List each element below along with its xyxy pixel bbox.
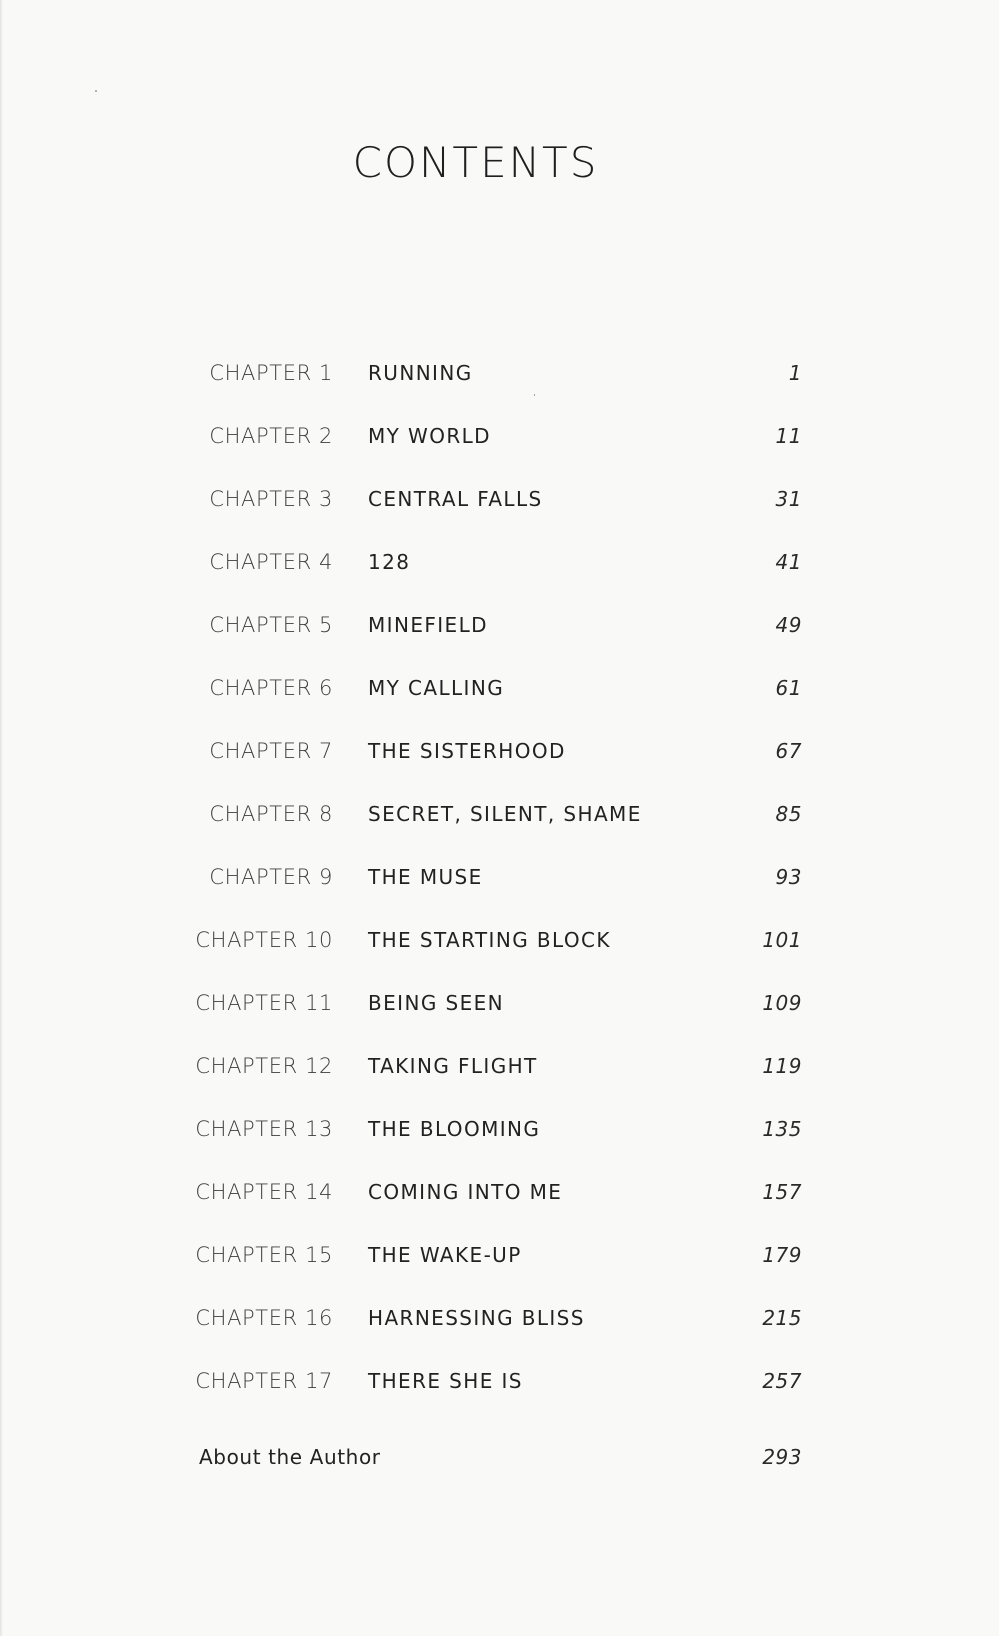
chapter-number: CHAPTER 3 [209, 487, 333, 511]
page-number: 179 [762, 1243, 802, 1267]
page-number: 93 [775, 865, 802, 889]
page-number: 1 [788, 361, 802, 385]
chapter-number: CHAPTER 14 [195, 1180, 333, 1204]
chapter-number: CHAPTER 12 [195, 1054, 333, 1078]
toc-row-chapter-17[interactable] [0, 1361, 999, 1401]
chapter-number: CHAPTER 2 [209, 424, 333, 448]
toc-row-chapter-13[interactable] [0, 1109, 999, 1149]
chapter-title: THERE SHE IS [368, 1369, 523, 1393]
page-number: 109 [762, 991, 802, 1015]
page-number: 41 [775, 550, 802, 574]
page-number: 11 [775, 424, 802, 448]
print-speck [534, 394, 535, 396]
chapter-number: CHAPTER 15 [195, 1243, 333, 1267]
chapter-number: CHAPTER 16 [195, 1306, 333, 1330]
chapter-number: CHAPTER 1 [209, 361, 333, 385]
toc-row-chapter-16[interactable] [0, 1298, 999, 1338]
chapter-title: THE WAKE-UP [368, 1243, 522, 1267]
chapter-title: MY WORLD [368, 424, 491, 448]
about-the-author-label: About the Author [199, 1445, 381, 1469]
page-number: 85 [775, 802, 802, 826]
chapter-title: THE BLOOMING [368, 1117, 541, 1141]
chapter-title: COMING INTO ME [368, 1180, 563, 1204]
page-number: 119 [762, 1054, 802, 1078]
toc-row-chapter-14[interactable] [0, 1172, 999, 1212]
chapter-title: SECRET, SILENT, SHAME [368, 802, 642, 826]
toc-row-chapter-2[interactable] [0, 416, 999, 456]
chapter-title: MINEFIELD [368, 613, 488, 637]
chapter-number: CHAPTER 6 [209, 676, 333, 700]
page-number: 49 [775, 613, 802, 637]
page-number: 101 [762, 928, 802, 952]
chapter-title: RUNNING [368, 361, 473, 385]
toc-row-chapter-1[interactable] [0, 353, 999, 393]
page-number: 157 [762, 1180, 802, 1204]
page-number: 31 [775, 487, 802, 511]
toc-row-chapter-10[interactable] [0, 920, 999, 960]
page-number: 135 [762, 1117, 802, 1141]
page-number: 293 [762, 1445, 802, 1469]
chapter-number: CHAPTER 4 [209, 550, 333, 574]
toc-row-chapter-12[interactable] [0, 1046, 999, 1086]
chapter-title: TAKING FLIGHT [368, 1054, 538, 1078]
print-speck [95, 90, 97, 92]
chapter-number: CHAPTER 11 [195, 991, 333, 1015]
chapter-title: BEING SEEN [368, 991, 505, 1015]
page-number: 257 [762, 1369, 802, 1393]
toc-row-chapter-9[interactable] [0, 857, 999, 897]
chapter-number: CHAPTER 17 [195, 1369, 333, 1393]
chapter-title: THE STARTING BLOCK [368, 928, 611, 952]
toc-row-chapter-5[interactable] [0, 605, 999, 645]
page-title [0, 138, 999, 187]
chapter-title: MY CALLING [368, 676, 505, 700]
chapter-number: CHAPTER 8 [209, 802, 333, 826]
page-number: 67 [775, 739, 802, 763]
chapter-number: CHAPTER 13 [195, 1117, 333, 1141]
toc-row-chapter-7[interactable] [0, 731, 999, 771]
chapter-number: CHAPTER 10 [195, 928, 333, 952]
chapter-title: THE SISTERHOOD [368, 739, 566, 763]
toc-row-about-the-author[interactable] [0, 1437, 999, 1477]
toc-row-chapter-11[interactable] [0, 983, 999, 1023]
chapter-title: THE MUSE [368, 865, 483, 889]
toc-row-chapter-4[interactable] [0, 542, 999, 582]
toc-row-chapter-6[interactable] [0, 668, 999, 708]
chapter-number: CHAPTER 7 [209, 739, 333, 763]
toc-row-chapter-8[interactable] [0, 794, 999, 834]
page-number: 215 [762, 1306, 802, 1330]
page-number: 61 [775, 676, 802, 700]
toc-row-chapter-15[interactable] [0, 1235, 999, 1275]
chapter-number: CHAPTER 5 [209, 613, 333, 637]
chapter-number: CHAPTER 9 [209, 865, 333, 889]
chapter-title: 128 [368, 550, 411, 574]
chapter-title: HARNESSING BLISS [368, 1306, 585, 1330]
chapter-title: CENTRAL FALLS [368, 487, 543, 511]
toc-row-chapter-3[interactable] [0, 479, 999, 519]
page-title-text: CONTENTS [352, 138, 599, 187]
